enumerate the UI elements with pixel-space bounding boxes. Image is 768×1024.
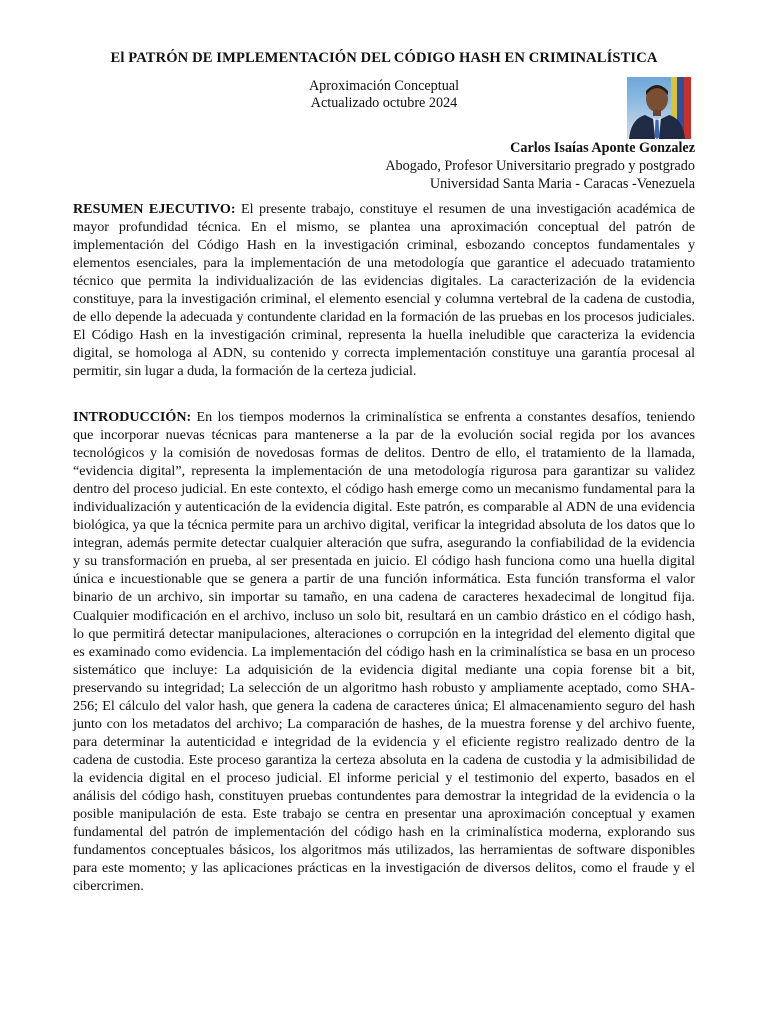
author-portrait-image <box>627 77 691 139</box>
executive-summary-heading: RESUMEN EJECUTIVO: <box>73 201 236 217</box>
introduction-paragraph <box>73 408 695 895</box>
introduction-body: En los tiempos modernos la criminalística se enfrenta a constantes desafíos, teniendo que incorporar nuevas técnicas para mantenerse a la par de la evolución social regida por los avances tecnológicos y la comisión de novedosas formas de delitos. Dentro de ello, el tratamiento de la llamada, “evidencia digital”, representa la implementación de una metodología rigurosa para garantizar su validez dentro del proceso judicial. En este contexto, el código hash emerge como un mecanismo fundamental para la individualización y autenticación de la evidencia digital. Este patrón, es comparable al ADN de una evidencia biológica, ya que la técnica permite para un archivo digital, verificar la integridad absoluta de los datos que lo integran, además permite detectar cualquier alteración que sufra, asegurando la confiabilidad de la evidencia y su transformación en prueba, al ser presentada en juicio. El código hash funciona como una huella digital única e incuestionable que se genera a partir de una función informática. Esta función transforma el valor binario de un archivo, sin importar su tamaño, en una cadena de caracteres hexadecimal de longitud fija. Cualquier modificación en el archivo, incluso un solo bit, resultará en un cambio drástico en el código hash, lo que permitirá detectar manipulaciones, alteraciones o corrupción en la integridad del elemento digital que es examinado como evidencia. La implementación del código hash en la criminalística se basa en un proceso sistemático que incluye: La adquisición de la evidencia digital mediante una copia forense bit a bit, preservando su integridad; La selección de un algoritmo hash robusto y ampliamente aceptado, como SHA-256; El cálculo del valor hash, que genera la cadena de caracteres única; El almacenamiento seguro del hash junto con los metadatos del archivo; La comparación de hashes, de la muestra forense y del archivo fuente, para determinar la autenticidad e integridad de la evidencia y el eficiente registro realizado dentro de la cadena de custodia. Este proceso garantiza la certeza absoluta en la cadena de custodia y la admisibilidad de la evidencia digital en el proceso judicial. El informe pericial y el testimonio del experto, basados en el análisis del código hash, constituyen pruebas contundentes para demostrar la integridad de la evidencia o la posible manipulación de esta. Este trabajo se centra en presentar una aproximación conceptual y examen fundamental del patrón de implementación del código hash en la criminalística moderna, explorando sus fundamentos conceptuales básicos, los algoritmos más utilizados, las herramientas de software disponibles para este momento; y las aplicaciones prácticas en la investigación de diversos delitos, como el fraude y el cibercrimen. <box>73 409 695 895</box>
document-subtitle: Aproximación Conceptual <box>308 78 460 94</box>
author-name: Carlos Isaías Aponte Gonzalez <box>510 140 695 156</box>
introduction-heading: INTRODUCCIÓN: <box>73 409 192 425</box>
document-updated-date: Actualizado octubre 2024 <box>310 95 458 111</box>
author-affiliation: Universidad Santa Maria - Caracas -Venezuela <box>429 176 695 192</box>
author-photo <box>627 77 691 139</box>
author-role: Abogado, Profesor Universitario pregrado y postgrado <box>385 158 695 174</box>
executive-summary-paragraph <box>73 200 695 380</box>
executive-summary-body: El presente trabajo, constituye el resumen de una investigación académica de mayor profundidad técnica. En el mismo, se plantea una aproximación conceptual del patrón de implementación del Código Hash en la investigación criminal, esbozando conceptos fundamentales y elementos esenciales, para la implementación de una metodología que garantice el adecuado tratamiento técnico que permita la individualización de las evidencias digitales. La caracterización de la evidencia constituye, para la investigación criminal, el elemento esencial y columna vertebral de la cadena de custodia, de ello depende la adecuada y contundente claridad en la formación de las pruebas en los procesos judiciales. El Código Hash en la investigación criminal, representa la huella ineludible que caracteriza la evidencia digital, se homologa al ADN, su contenido y correcta implementación constituye una garantía procesal al permitir, sin lugar a duda, la formación de la certeza judicial. <box>73 201 695 380</box>
document-title: El PATRÓN DE IMPLEMENTACIÓN DEL CÓDIGO HASH EN CRIMINALÍSTICA <box>110 50 658 66</box>
